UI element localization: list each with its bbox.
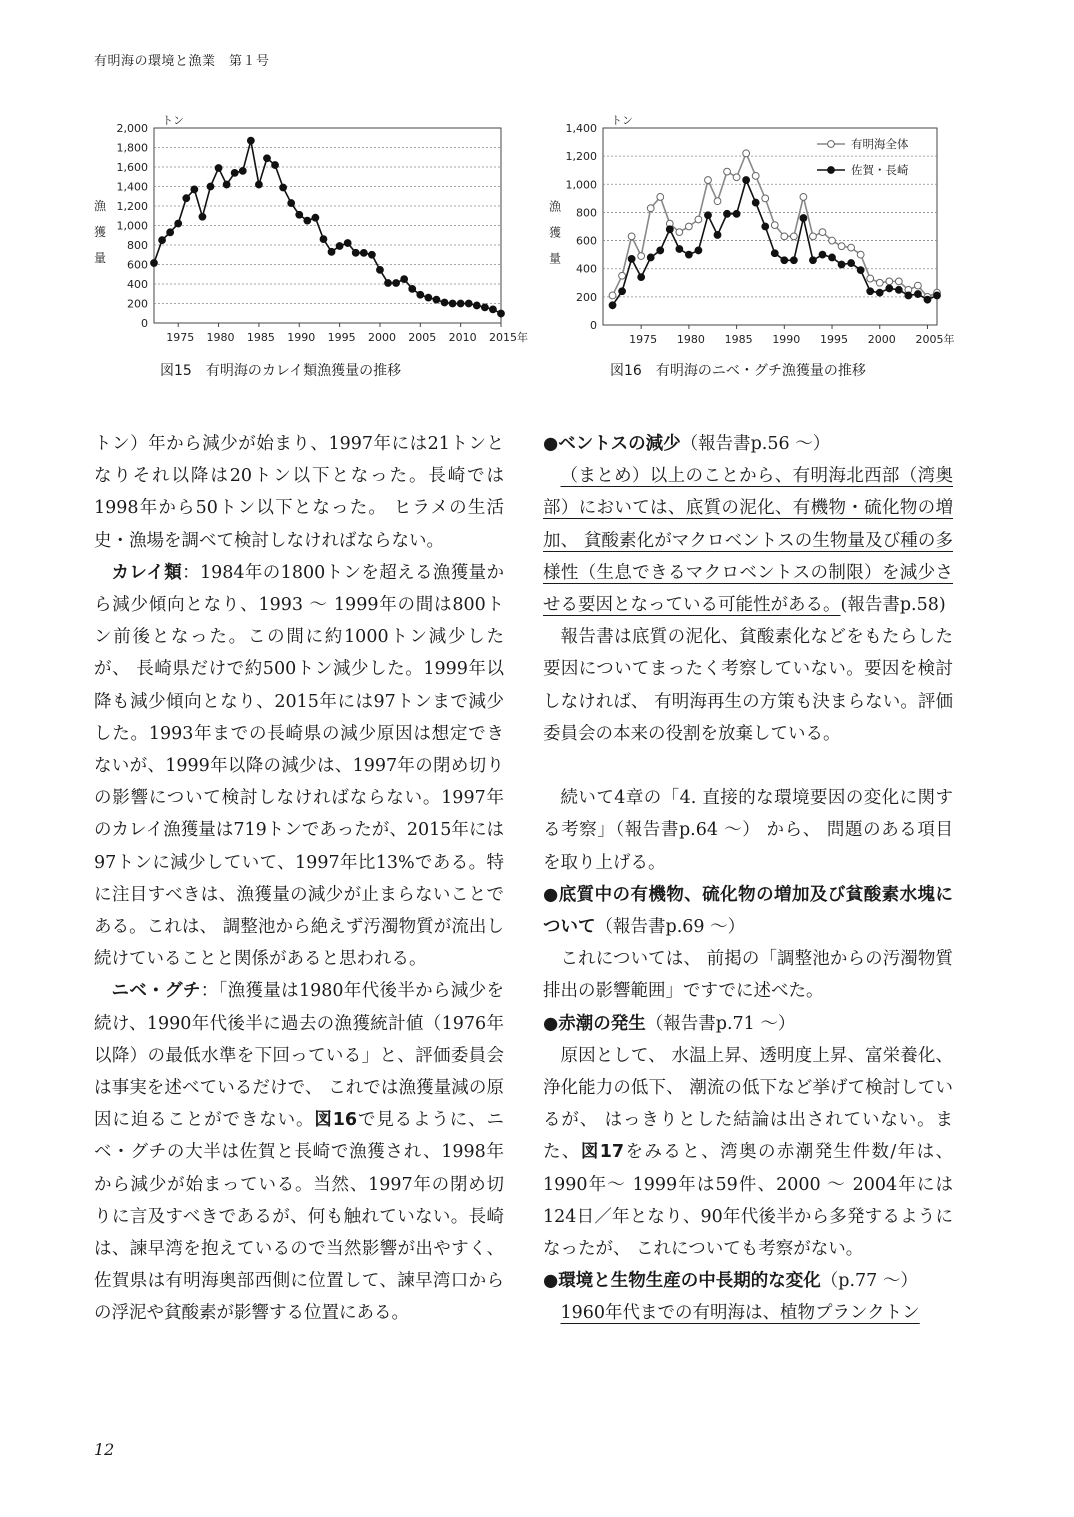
y-axis-label: 漁 — [93, 198, 107, 213]
data-point — [819, 251, 826, 258]
paragraph — [94, 975, 504, 1329]
data-point — [151, 260, 158, 267]
running-head: 有明海の環境と漁業 第１号 — [94, 54, 270, 69]
paragraph-text: 原因として、 水温上昇、透明度上昇、富栄養化、浄化能力の低下、 潮流の低下など挙げて検討しているが、 はっきりとした結論は出されていない。また、 — [543, 1045, 953, 1163]
y-axis-label: 獲 — [548, 225, 562, 240]
data-point — [657, 247, 664, 254]
legend-marker — [828, 141, 835, 148]
data-point — [619, 272, 626, 279]
data-point — [848, 260, 855, 267]
data-point — [417, 291, 424, 298]
x-tick-label: 1990 — [772, 333, 801, 346]
section-heading — [543, 1265, 953, 1297]
data-point — [657, 194, 664, 201]
data-point — [685, 223, 692, 230]
unit-label: トン — [611, 114, 633, 127]
data-point — [304, 217, 311, 224]
section-heading — [543, 428, 953, 460]
data-point — [280, 184, 287, 191]
data-point — [175, 220, 182, 227]
data-point — [857, 251, 864, 258]
data-point — [829, 254, 836, 261]
x-tick-label: 1975 — [629, 333, 658, 346]
y-axis-label: 量 — [93, 250, 107, 265]
section-heading — [543, 1008, 953, 1040]
data-point — [215, 165, 222, 172]
data-point — [762, 223, 769, 230]
data-point — [752, 172, 759, 179]
paragraph — [543, 782, 953, 879]
figure-16-caption: 図16 有明海のニベ・グチ漁獲量の推移 — [610, 363, 866, 379]
data-point — [368, 251, 375, 258]
data-point — [752, 199, 759, 206]
x-tick-label: 1995 — [327, 331, 356, 344]
data-point — [433, 296, 440, 303]
y-tick-label: 800 — [127, 239, 148, 252]
figure-reference: 図16 — [314, 1110, 358, 1131]
figure-15-chart — [90, 108, 540, 353]
x-tick-label: 1985 — [246, 331, 275, 344]
data-point — [336, 243, 343, 250]
data-point — [924, 296, 931, 303]
fig15-marks — [151, 137, 505, 317]
data-point — [490, 306, 497, 313]
data-point — [199, 213, 206, 220]
data-point — [609, 302, 616, 309]
data-point — [695, 247, 702, 254]
data-point — [876, 279, 883, 286]
x-tick-label: 1985 — [724, 333, 753, 346]
data-point — [714, 198, 721, 205]
y-axis-label: 量 — [548, 251, 562, 266]
data-point — [207, 183, 214, 190]
data-point — [895, 286, 902, 293]
data-point — [771, 222, 778, 229]
data-point — [296, 211, 303, 218]
x-tick-label: 2010 — [448, 331, 477, 344]
data-point — [810, 257, 817, 264]
x-tick-label: 1975 — [166, 331, 195, 344]
data-point — [829, 237, 836, 244]
x-tick-label: 2000 — [867, 333, 896, 346]
fig16-marks — [609, 137, 940, 309]
data-point — [676, 229, 683, 236]
paragraph-text: これについては、 前掲の「調整池からの汚濁物質排出の影響範囲」ですでに述べた。 — [543, 949, 953, 1002]
data-point — [638, 253, 645, 260]
data-point — [676, 246, 683, 253]
paragraph-text: 報告書は底質の泥化、貧酸素化などをもたらした要因についてまったく考察していない。要因を検討しなければ、 有明海再生の方策も決まらない。評価委員会の本来の役割を放棄している。 — [543, 627, 953, 744]
data-point — [666, 226, 673, 233]
y-tick-label: 600 — [576, 234, 597, 248]
y-tick-label: 200 — [576, 290, 597, 304]
data-point — [790, 257, 797, 264]
data-point — [886, 285, 893, 292]
y-tick-label: 1,800 — [116, 141, 148, 155]
paragraph-text: をみると、湾奥の赤潮発生件数/年は、1990年～ 1999年は59件、2000 ～ 2004年には124日／年となり、90年代後半から多発するようになったが、 これについても考察がない。 — [543, 1142, 954, 1260]
data-point — [800, 215, 807, 222]
data-point — [272, 162, 279, 169]
data-point — [714, 232, 721, 239]
data-point — [231, 169, 238, 176]
data-point — [857, 267, 864, 274]
data-point — [838, 243, 845, 250]
heading-text: ●底質中の有機物、硫化物の増加及び貧酸素水塊について — [543, 884, 953, 938]
data-point — [867, 288, 874, 295]
data-point — [848, 244, 855, 251]
data-point — [360, 249, 367, 256]
data-point — [619, 288, 626, 295]
data-point — [223, 181, 230, 188]
data-point — [743, 177, 750, 184]
data-point — [352, 249, 359, 256]
data-point — [743, 150, 750, 157]
y-tick-label: 0 — [590, 319, 597, 332]
data-point — [695, 216, 702, 223]
data-point — [449, 300, 456, 307]
data-point — [905, 292, 912, 299]
data-point — [256, 181, 263, 188]
data-point — [628, 255, 635, 262]
data-point — [393, 280, 400, 287]
data-point — [790, 233, 797, 240]
data-point — [685, 251, 692, 258]
data-point — [762, 195, 769, 202]
section-heading — [543, 879, 953, 943]
legend-label: 佐賀・長崎 — [851, 163, 909, 177]
plot-frame — [603, 128, 937, 325]
y-axis-label: 漁 — [548, 199, 562, 214]
paragraph-text: 続いて4章の「4. 直接的な環境要因の変化に関する考察」（報告書p.64 ～） から、 問題のある項目を取り上げる。 — [543, 788, 953, 873]
y-tick-label: 400 — [127, 278, 148, 291]
data-point — [724, 210, 731, 217]
paragraph-text: で見るように、ニベ・グチの大半は佐賀と長崎で漁獲され、1998年から減少が始まっている。当然、1997年の閉め切りに言及すべきであるが、何も触れていない。長崎は、諫早湾を抱えているので当然影響が出やすく、佐賀県は有明海奥部西側に位置して、諫早湾口からの浮泥や貧酸素が影響する位置にある。 — [94, 1110, 505, 1324]
quotation-text: 1960年代までの有明海は、植物プランクトン — [560, 1303, 920, 1324]
quotation-text: （まとめ）以上のことから、有明海北西部（湾奥部）においては、底質の泥化、有機物・硫化物の増加、 貧酸素化がマクロベントスの生物量及び種の多様性（生息できるマクロベントスの制限）を減少させる要因となっている可能性がある。 — [543, 466, 953, 616]
data-point — [191, 186, 198, 193]
data-point — [705, 212, 712, 219]
data-point — [473, 302, 480, 309]
data-point — [264, 155, 271, 162]
quotation — [543, 1297, 953, 1329]
heading-text: ●環境と生物生産の中長期的な変化 — [543, 1271, 821, 1292]
data-point — [647, 254, 654, 261]
figure-16-chart — [540, 108, 960, 353]
data-point — [328, 248, 335, 255]
data-point — [498, 310, 505, 317]
heading-text: ●赤潮の発生 — [543, 1013, 646, 1034]
data-point — [385, 280, 392, 287]
data-point — [401, 276, 408, 283]
data-point — [628, 233, 635, 240]
legend-label: 有明海全体 — [851, 137, 909, 151]
x-tick-label: 2005年 — [915, 333, 955, 346]
data-point — [183, 195, 190, 202]
data-point — [915, 291, 922, 298]
y-tick-label: 1,600 — [116, 161, 148, 174]
data-point — [312, 214, 319, 221]
fig15-axes — [94, 114, 528, 344]
data-point — [239, 168, 246, 175]
data-point — [159, 237, 166, 244]
y-tick-label: 1,000 — [565, 178, 597, 192]
y-tick-label: 1,400 — [116, 180, 148, 194]
data-point — [895, 278, 902, 285]
report-reference: （報告書p.69 ～） — [595, 917, 746, 938]
data-point — [409, 285, 416, 292]
x-tick-label: 2000 — [367, 331, 396, 344]
data-point — [781, 257, 788, 264]
data-point — [638, 274, 645, 281]
report-reference: （報告書p.56 ～） — [680, 434, 831, 454]
data-point — [481, 304, 488, 311]
x-tick-label: 1980 — [676, 333, 705, 346]
data-point — [457, 300, 464, 307]
figure-reference: 図17 — [580, 1142, 625, 1163]
term-label: カレイ類 — [111, 562, 183, 583]
data-point — [167, 229, 174, 236]
data-point — [733, 210, 740, 217]
spacer — [543, 750, 953, 782]
right-column — [543, 428, 953, 1330]
y-tick-label: 2,000 — [116, 122, 148, 135]
x-tick-label: 2015年 — [489, 331, 528, 344]
y-tick-label: 0 — [141, 317, 148, 330]
data-point — [781, 233, 788, 240]
data-point — [441, 299, 448, 306]
data-point — [733, 174, 740, 181]
data-point — [838, 261, 845, 268]
page-number: 12 — [94, 1440, 115, 1459]
data-point — [288, 200, 295, 207]
figure-15-caption: 図15 有明海のカレイ類漁獲量の推移 — [160, 363, 402, 379]
x-tick-label: 1990 — [287, 331, 316, 344]
y-tick-label: 400 — [576, 262, 597, 276]
paragraph-text: ：「漁獲量は1980年代後半から減少を続け、1990年代後半に過去の漁獲統計値（1976年以降）の最低水準を下回っている」と、評価委員会は事実を述べているだけで、 これでは漁獲量減の原因に迫ることができない。 — [94, 981, 504, 1131]
paragraph-text: トン）年から減少が始まり、1997年には21トンとなりそれ以降は20トン以下となった。長崎では1998年から50トン以下となった。 ヒラメの生活史・漁場を調べて検討しなければならない。 — [94, 434, 504, 551]
y-tick-label: 200 — [127, 297, 148, 311]
data-point — [876, 289, 883, 296]
y-tick-label: 800 — [576, 206, 597, 220]
paragraph — [543, 943, 953, 1007]
data-point — [609, 292, 616, 299]
data-point — [886, 278, 893, 285]
x-tick-label: 1995 — [820, 333, 849, 346]
paragraph — [543, 1040, 953, 1265]
data-point — [915, 282, 922, 289]
data-point — [705, 177, 712, 184]
term-label: ニベ・グチ — [111, 981, 201, 1002]
y-tick-label: 1,400 — [565, 122, 597, 135]
report-reference: （p.77 ～） — [820, 1271, 918, 1292]
paragraph — [94, 428, 504, 557]
y-tick-label: 600 — [127, 258, 148, 272]
paragraph — [543, 621, 953, 750]
paragraph-text: ：1984年の1800トンを超える漁獲量から減少傾向となり、1993 ～ 1999年の間は800トン前後となった。この間に約1000トン減少したが、 長崎県だけで約500トン減少した。1999年以降も減少傾向となり、2015年には97トンまで減少した。1993年までの長崎県の減少原因は想定できないが、1999年以降の減少は、1997年の閉め切りの影響について検討しなければならない。1997年のカレイ漁獲量は719トンであったが、2015年には97トンに減少していて、1997年比13%である。特に注目すべきは、漁獲量の減少が止まらないことである。これは、 調整池から絶えず汚濁物質が流出し続けていることと関係があると思われる。 — [94, 562, 504, 970]
legend-marker — [828, 167, 835, 174]
data-point — [320, 236, 327, 243]
data-point — [819, 229, 826, 236]
unit-label: トン — [162, 114, 184, 127]
y-tick-label: 1,000 — [116, 219, 148, 233]
x-tick-label: 2005 — [408, 331, 437, 344]
data-point — [810, 233, 817, 240]
y-axis-label: 獲 — [93, 224, 107, 239]
data-point — [934, 292, 941, 299]
heading-text: ●ベントスの減少 — [543, 434, 681, 454]
data-point — [344, 240, 351, 247]
data-point — [647, 205, 654, 212]
data-point — [771, 250, 778, 257]
data-point — [867, 275, 874, 282]
report-reference: （報告書p.71 ～） — [645, 1013, 796, 1034]
quotation — [543, 460, 953, 621]
data-point — [247, 137, 254, 144]
data-point — [465, 300, 472, 307]
x-tick-label: 1980 — [206, 331, 235, 344]
report-reference: (報告書p.58) — [840, 595, 946, 616]
data-point — [800, 194, 807, 201]
paragraph — [94, 557, 504, 976]
data-point — [377, 266, 384, 273]
data-point — [724, 168, 731, 175]
left-column — [94, 428, 504, 1330]
y-tick-label: 1,200 — [565, 150, 597, 164]
y-tick-label: 1,200 — [116, 200, 148, 213]
data-point — [425, 294, 432, 301]
